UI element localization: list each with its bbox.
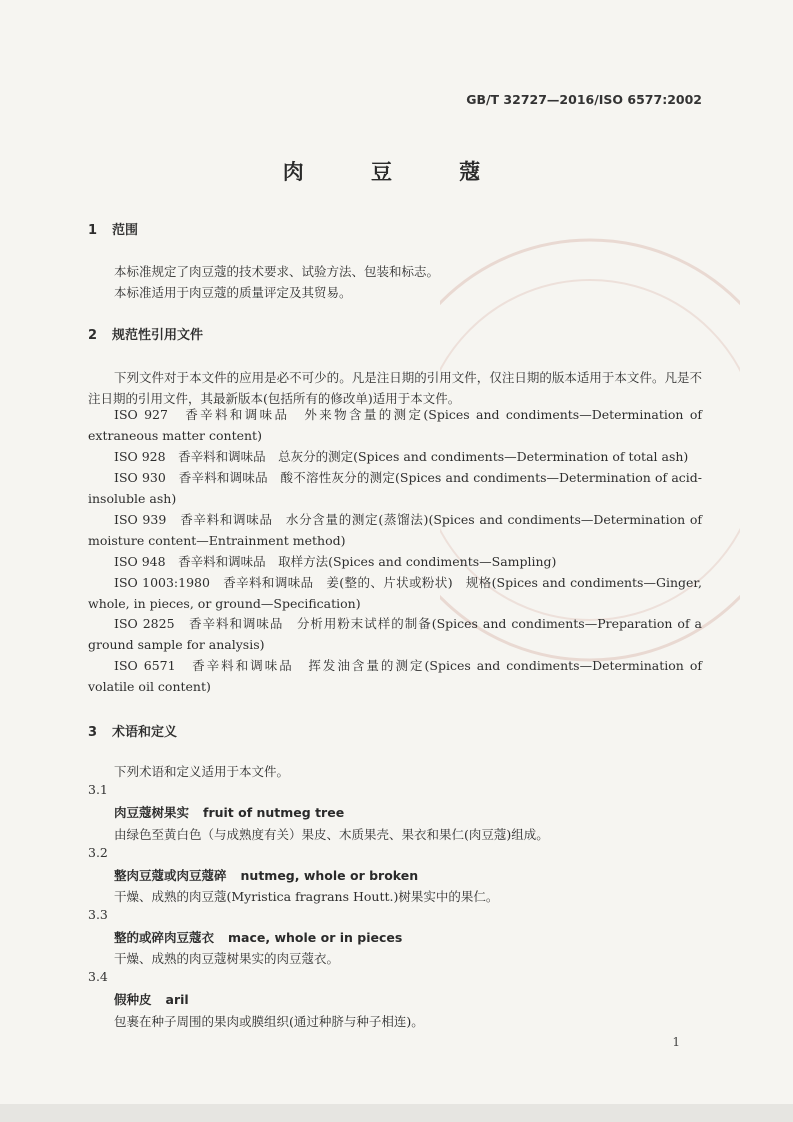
term-number: 3.2 xyxy=(88,845,108,860)
reference-item xyxy=(88,656,702,697)
section-title: 规范性引用文件 xyxy=(112,328,204,343)
term-definition: 干燥、成熟的肉豆蔻树果实的肉豆蔻衣。 xyxy=(114,951,340,966)
reference-item xyxy=(88,468,702,509)
section-heading-scope xyxy=(88,219,138,238)
term-heading xyxy=(114,990,189,1008)
reference-code: ISO 927 xyxy=(114,407,168,422)
term-number: 3.1 xyxy=(88,782,108,797)
reference-code: ISO 948 xyxy=(114,554,166,569)
section-number: 2 xyxy=(88,328,98,343)
reference-code: ISO 2825 xyxy=(114,616,175,631)
references-intro: 下列文件对于本文件的应用是必不可少的。凡是注日期的引用文件，仅注日期的版本适用于本文件。凡是不注日期的引用文件，其最新版本(包括所有的修改单)适用于本文件。 xyxy=(88,370,702,406)
term-zh: 肉豆蔻树果实 xyxy=(114,805,190,820)
term-definition: 干燥、成熟的肉豆蔻(Myristica fragrans Houtt.)树果实中的果仁。 xyxy=(114,889,499,904)
page-title: 肉 豆 蔻 xyxy=(282,160,511,184)
reference-text: 香辛料和调味品 取样方法(Spices and condiments—Sampling) xyxy=(178,554,557,569)
reference-item xyxy=(88,447,702,468)
terms-intro: 下列术语和定义适用于本文件。 xyxy=(114,764,290,779)
term-en: nutmeg, whole or broken xyxy=(240,868,419,883)
reference-text: 香辛料和调味品 外来物含量的测定(Spices and condiments—Determination of extraneous matter content) xyxy=(88,407,702,443)
reference-code: ISO 939 xyxy=(114,512,167,527)
term-zh: 假种皮 xyxy=(114,992,152,1007)
reference-item xyxy=(88,510,702,551)
reference-item xyxy=(88,552,702,573)
term-en: aril xyxy=(165,992,189,1007)
term-heading xyxy=(114,928,402,946)
section-heading-terms xyxy=(88,721,177,740)
reference-item xyxy=(88,614,702,655)
reference-item xyxy=(88,405,702,446)
reference-text: 香辛料和调味品 水分含量的测定(蒸馏法)(Spices and condiments—Determination of moisture content—Entrainment method) xyxy=(88,512,702,548)
scope-paragraph-1: 本标准规定了肉豆蔻的技术要求、试验方法、包装和标志。 xyxy=(114,264,440,279)
term-en: fruit of nutmeg tree xyxy=(203,805,345,820)
reference-code: ISO 928 xyxy=(114,449,166,464)
scope-paragraph-2: 本标准适用于肉豆蔻的质量评定及其贸易。 xyxy=(114,285,352,300)
reference-text: 香辛料和调味品 分析用粉末试样的制备(Spices and condiments—Preparation of a ground sample for analysis) xyxy=(88,616,702,652)
reference-text: 香辛料和调味品 挥发油含量的测定(Spices and condiments—Determination of volatile oil content) xyxy=(88,658,702,694)
section-heading-normative-references xyxy=(88,324,203,343)
term-zh: 整肉豆蔻或肉豆蔻碎 xyxy=(114,868,227,883)
reference-code: ISO 930 xyxy=(114,470,166,485)
term-definition: 包裹在种子周围的果肉或膜组织(通过种脐与种子相连)。 xyxy=(114,1014,424,1029)
section-title: 范围 xyxy=(112,223,139,238)
term-heading xyxy=(114,803,344,821)
reference-text: 香辛料和调味品 姜(整的、片状或粉状) 规格(Spices and condiments—Ginger, whole, in pieces, or ground—Specification) xyxy=(88,575,702,611)
section-number: 1 xyxy=(88,223,98,238)
term-zh: 整的或碎肉豆蔻衣 xyxy=(114,930,215,945)
standard-code: GB/T 32727—2016/ISO 6577:2002 xyxy=(466,92,702,107)
term-en: mace, whole or in pieces xyxy=(228,930,403,945)
section-number: 3 xyxy=(88,725,98,740)
term-definition: 由绿色至黄白色（与成熟度有关）果皮、木质果壳、果衣和果仁(肉豆蔻)组成。 xyxy=(114,827,549,842)
reference-code: ISO 6571 xyxy=(114,658,176,673)
page-number: 1 xyxy=(672,1035,680,1049)
section-title: 术语和定义 xyxy=(112,725,178,740)
term-number: 3.4 xyxy=(88,969,108,984)
reference-text: 香辛料和调味品 酸不溶性灰分的测定(Spices and condiments—Determination of acid-insoluble ash) xyxy=(88,470,702,506)
scan-margin xyxy=(0,1104,793,1122)
reference-text: 香辛料和调味品 总灰分的测定(Spices and condiments—Determination of total ash) xyxy=(178,449,689,464)
term-number: 3.3 xyxy=(88,907,108,922)
reference-code: ISO 1003:1980 xyxy=(114,575,210,590)
reference-item xyxy=(88,573,702,614)
term-heading xyxy=(114,866,418,884)
